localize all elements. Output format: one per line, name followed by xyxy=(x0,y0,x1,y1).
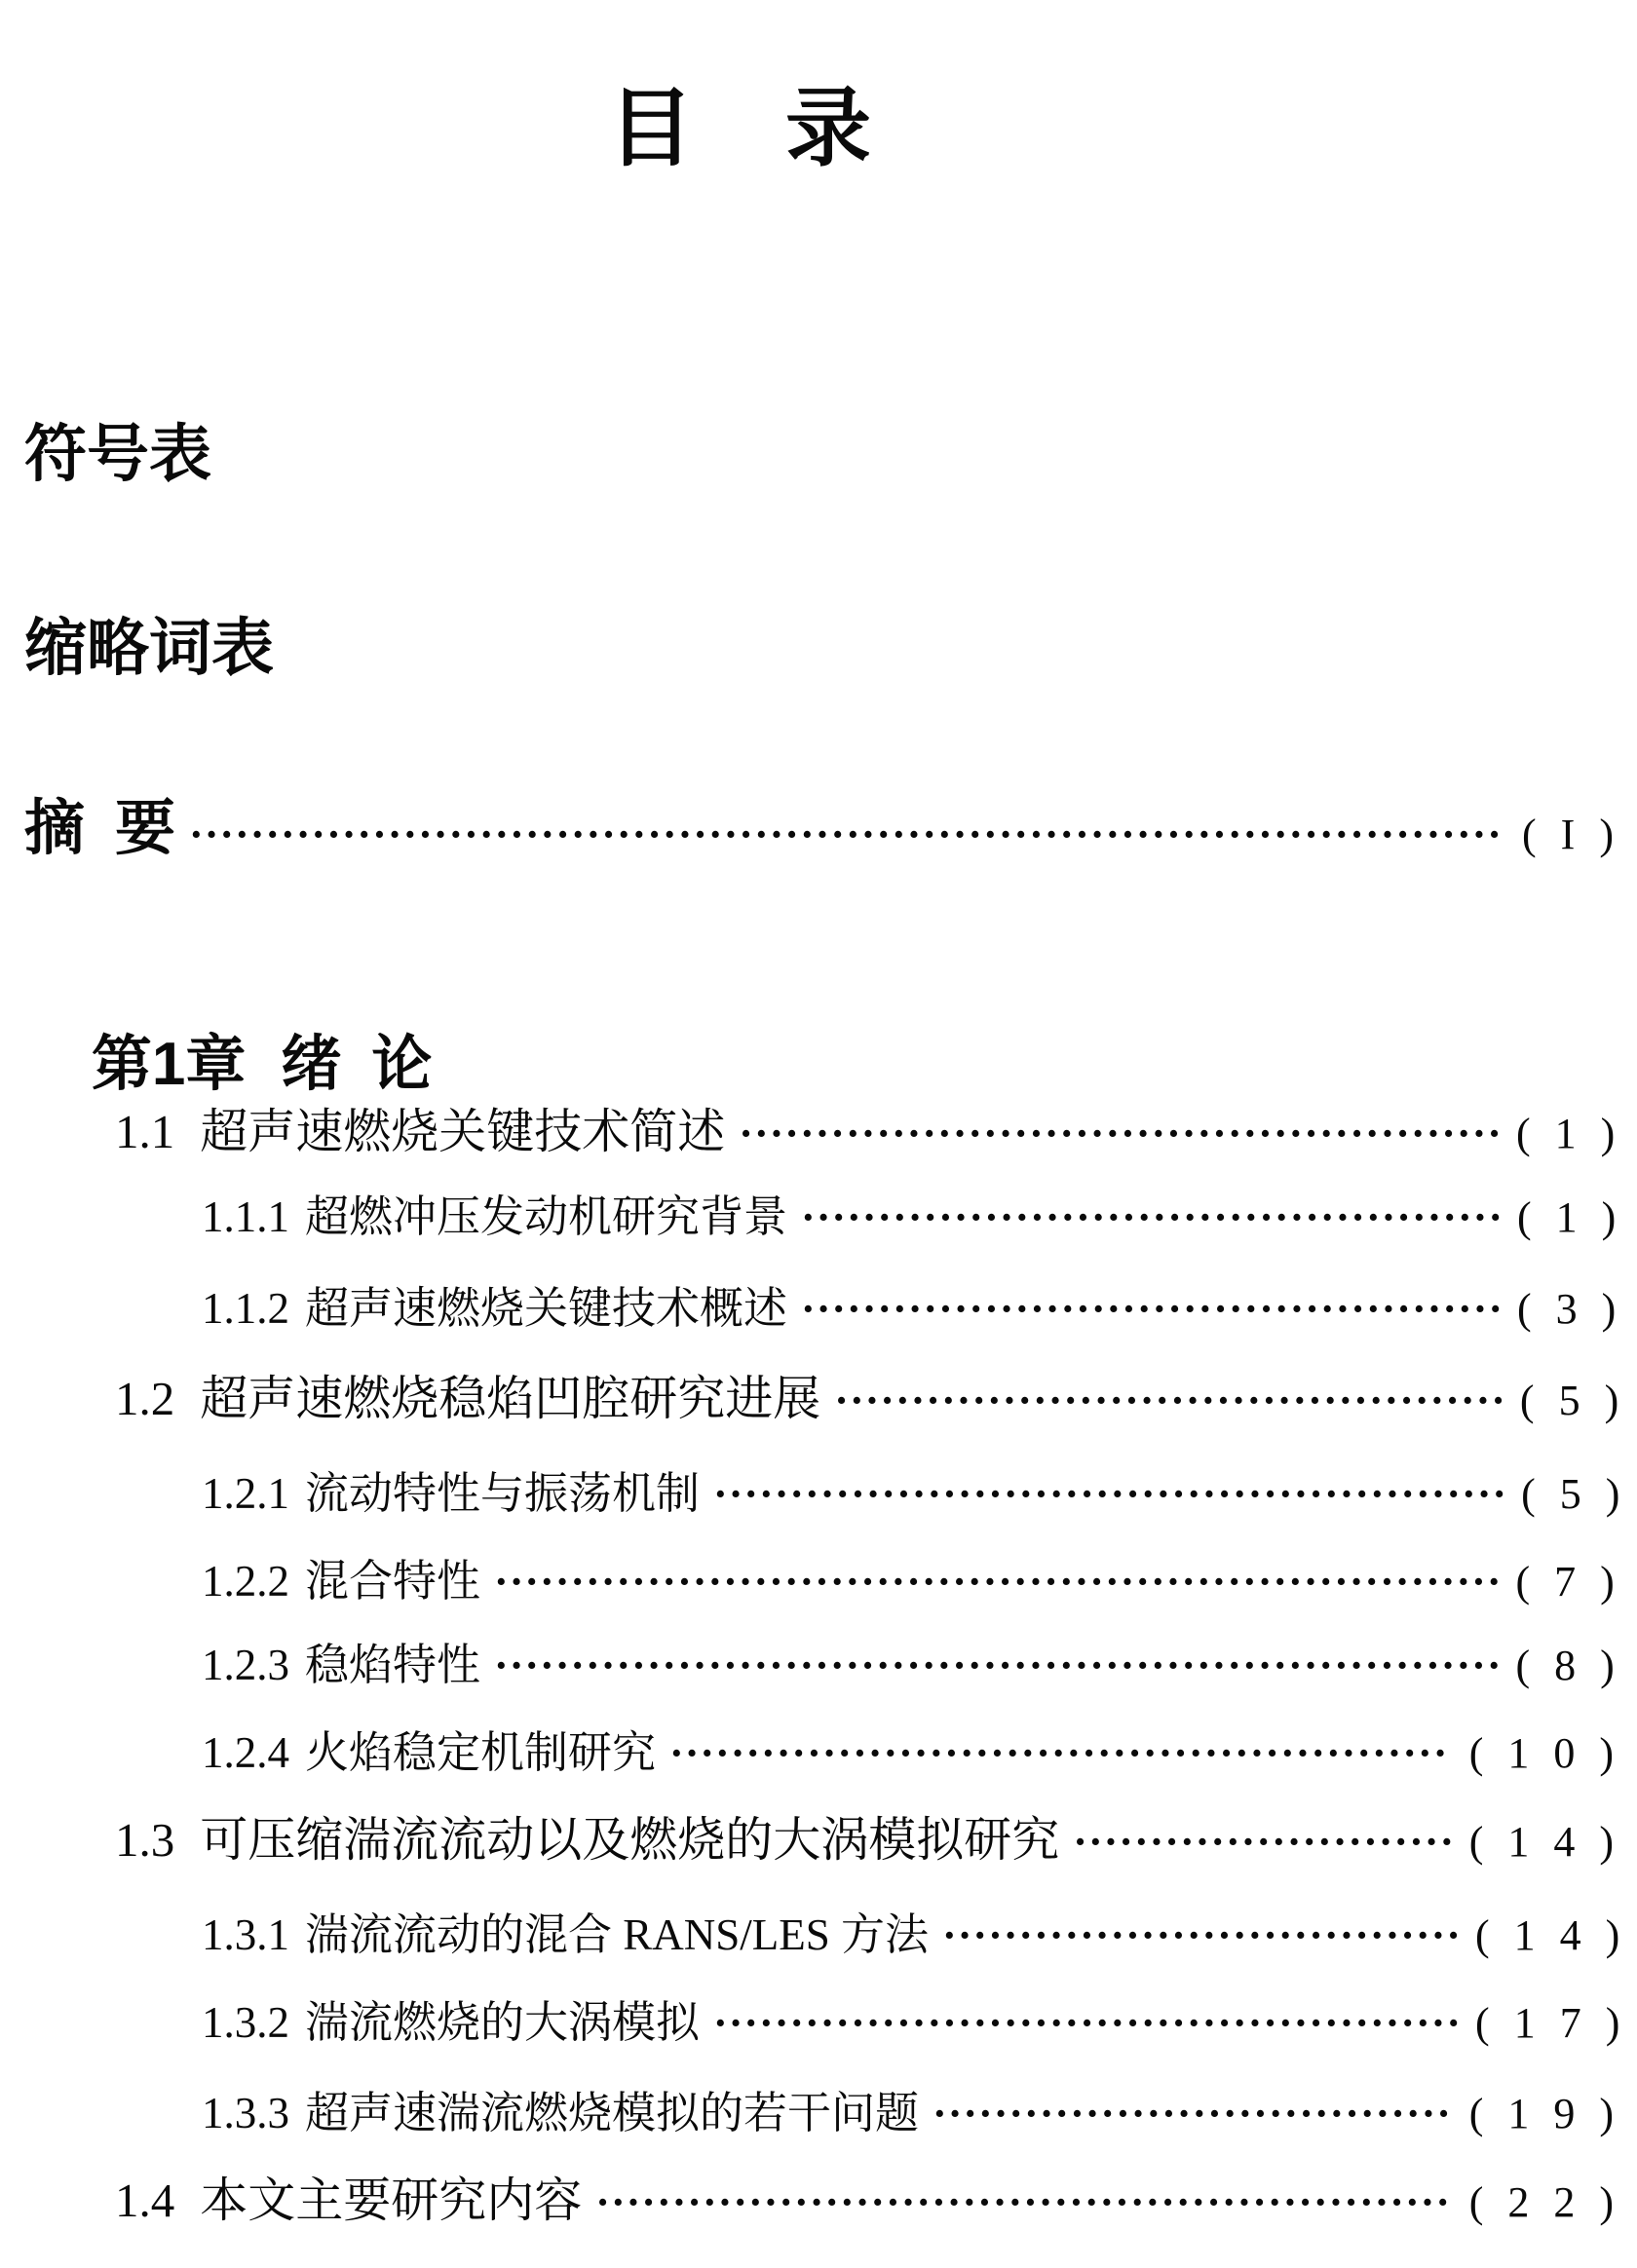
section-abbreviations-heading: 缩略词表 xyxy=(24,613,274,683)
toc-entry-1-3 xyxy=(0,1813,1637,1867)
entry-number: 1.4 xyxy=(115,2174,175,2227)
entry-number: 1.1 xyxy=(115,1105,175,1158)
page-number: ( 1 4 ) xyxy=(1474,1911,1622,1959)
dot-leader: ················································· xyxy=(713,2002,1463,2045)
entry-title: 超燃冲压发动机研究背景 xyxy=(305,1192,788,1241)
dot-leader: ·············································· xyxy=(801,1288,1504,1331)
page-number: ( 1 7 ) xyxy=(1475,1999,1622,2047)
entry-number: 1.3.1 xyxy=(202,1910,289,1959)
page-number: ( 1 0 ) xyxy=(1468,1729,1616,1777)
toc-entry-1-3-2 xyxy=(0,1998,1637,2047)
dot-leader: ·············································· xyxy=(801,1196,1504,1239)
page-number: ( I ) xyxy=(1522,811,1616,858)
entry-number: 1.2 xyxy=(115,1372,175,1425)
page-number: ( 1 9 ) xyxy=(1468,2090,1616,2137)
entry-number: 1.3.2 xyxy=(202,1998,289,2047)
toc-entry-1-1-1 xyxy=(0,1192,1637,1241)
page-number: ( 3 ) xyxy=(1517,1285,1618,1333)
page-number: ( 5 ) xyxy=(1521,1470,1622,1518)
toc-entry-1-1-2 xyxy=(0,1284,1637,1333)
page-number: ( 2 2 ) xyxy=(1468,2178,1616,2226)
entry-title: 混合特性 xyxy=(305,1557,481,1606)
dot-leader: ························· xyxy=(1073,1821,1456,1864)
chapter-title: 绪 论 xyxy=(281,1031,433,1098)
dot-leader: ······················································································ xyxy=(189,813,1503,856)
dot-leader: ·································· xyxy=(933,2093,1452,2136)
entry-title: 湍流流动的混合 RANS/LES 方法 xyxy=(305,1910,930,1959)
entry-number: 1.2.4 xyxy=(202,1728,289,1777)
dot-leader: ·················································· xyxy=(739,1113,1503,1155)
entry-title: 湍流燃烧的大涡模拟 xyxy=(305,1998,701,2047)
page-number: ( 1 ) xyxy=(1515,1110,1618,1157)
toc-entry-1-4 xyxy=(0,2174,1637,2227)
entry-title: 可压缩湍流流动以及燃烧的大涡模拟研究 xyxy=(200,1813,1060,1867)
dot-leader: ························································ xyxy=(595,2181,1451,2224)
dot-leader: ·································· xyxy=(942,1914,1462,1957)
dot-leader: ·································································· xyxy=(494,1644,1503,1687)
entry-title: 超声速燃烧稳焰凹腔研究进展 xyxy=(200,1372,821,1425)
entry-number: 1.1.1 xyxy=(202,1192,289,1241)
abstract-entry xyxy=(0,795,1637,862)
dot-leader: ············································ xyxy=(834,1380,1506,1422)
toc-entry-1-3-3 xyxy=(0,2089,1637,2137)
entry-title: 火焰稳定机制研究 xyxy=(305,1728,657,1777)
toc-entry-1-2-4 xyxy=(0,1728,1637,1777)
dot-leader: ···················································· xyxy=(713,1473,1508,1516)
chapter-label: 第1章 xyxy=(91,1031,247,1098)
page-number: ( 8 ) xyxy=(1515,1642,1617,1689)
page-number: ( 1 4 ) xyxy=(1468,1818,1616,1866)
toc-entry-1-2-3 xyxy=(0,1641,1637,1689)
entry-number: 1.3.3 xyxy=(202,2089,289,2137)
entry-title: 流动特性与振荡机制 xyxy=(305,1469,701,1518)
dot-leader: ··················································· xyxy=(669,1732,1449,1775)
entry-number: 1.3 xyxy=(115,1813,175,1867)
entry-title: 本文主要研究内容 xyxy=(200,2174,583,2227)
entry-title: 超声速湍流燃烧模拟的若干问题 xyxy=(305,2089,920,2137)
entry-title: 超声速燃烧关键技术简述 xyxy=(200,1105,726,1158)
page-number: ( 1 ) xyxy=(1517,1193,1618,1241)
abstract-title: 摘 要 xyxy=(24,795,176,862)
entry-title: 稳焰特性 xyxy=(305,1641,481,1689)
page-number: ( 5 ) xyxy=(1519,1377,1621,1424)
entry-number: 1.1.2 xyxy=(202,1284,289,1333)
dot-leader: ·································································· xyxy=(494,1561,1503,1604)
entry-number: 1.2.1 xyxy=(202,1469,289,1518)
toc-entry-1-2-1 xyxy=(0,1469,1637,1518)
entry-number: 1.2.3 xyxy=(202,1641,289,1689)
toc-entry-1-1 xyxy=(0,1105,1637,1158)
toc-entry-1-2-2 xyxy=(0,1557,1637,1606)
page-number: ( 7 ) xyxy=(1515,1558,1617,1606)
toc-entry-1-2 xyxy=(0,1372,1637,1425)
page-title: 目 录 xyxy=(607,80,873,176)
entry-number: 1.2.2 xyxy=(202,1557,289,1606)
toc-entry-1-3-1 xyxy=(0,1910,1637,1959)
entry-title: 超声速燃烧关键技术概述 xyxy=(305,1284,788,1333)
section-symbols-heading: 符号表 xyxy=(24,419,211,489)
